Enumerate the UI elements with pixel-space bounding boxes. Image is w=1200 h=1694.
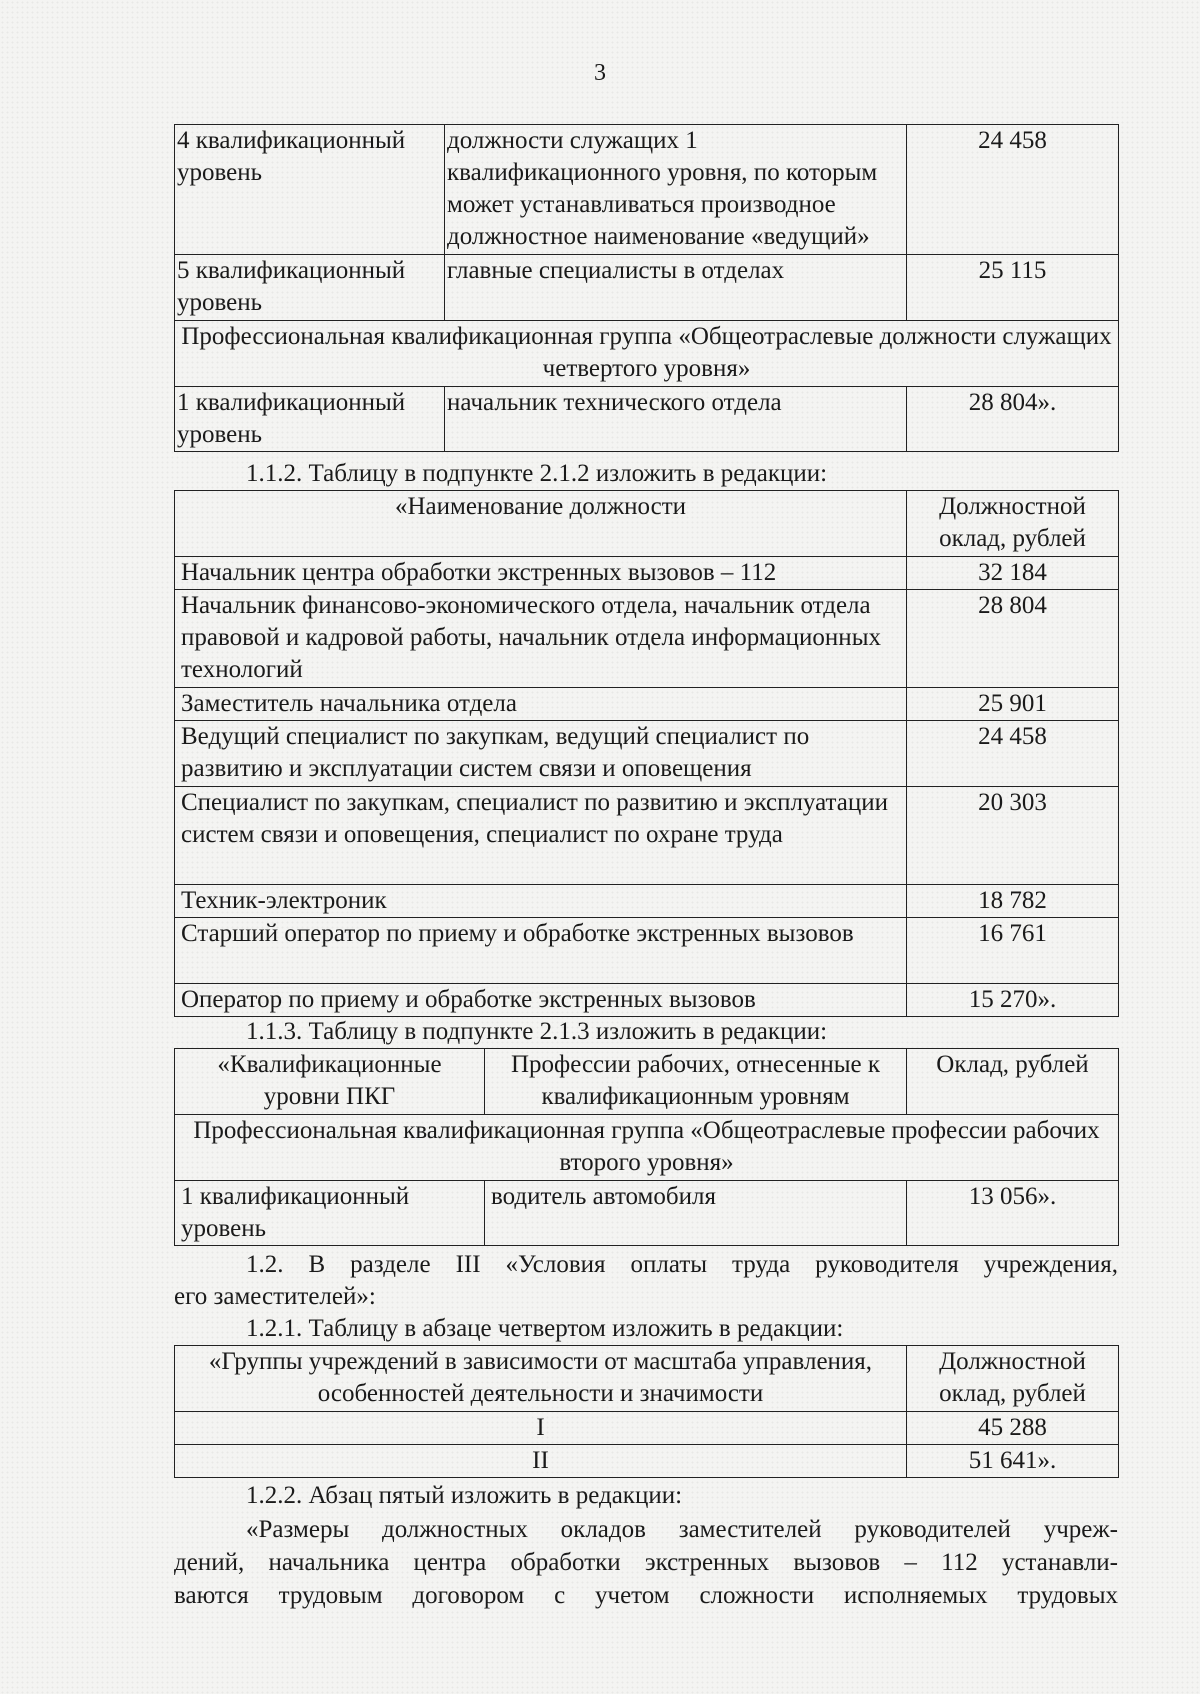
position-cell: Старший оператор по приему и обработке экстренных вызовов: [175, 918, 907, 984]
table-row: [175, 688, 1119, 721]
salary-cell: 24 458: [907, 721, 1119, 787]
positions-cell: главные специалисты в отделах: [445, 255, 907, 321]
positions-cell: начальник технического отдела: [445, 387, 907, 452]
group-cell: I: [175, 1412, 907, 1445]
salary-cell: 28 804: [907, 590, 1119, 688]
table-row: [175, 255, 1119, 321]
final-paragraph-line2: дений, начальника центра обработки экстренных вызовов – 112 устанавли-: [174, 1549, 1118, 1576]
salary-cell: 25 901: [907, 688, 1119, 721]
table-row: [175, 984, 1119, 1017]
salary-cell: 25 115: [907, 255, 1119, 321]
salary-cell: 20 303: [907, 787, 1119, 885]
table-row: [175, 387, 1119, 452]
table-header-row: [175, 1049, 1119, 1115]
positions-cell: должности служащих 1 квалификационного уровня, по которым может устанавливаться производное должностное наименование «ведущий»: [445, 125, 907, 255]
salary-cell: 28 804».: [907, 387, 1119, 452]
position-cell: Оператор по приему и обработке экстренных вызовов: [175, 984, 907, 1017]
table-row: [175, 557, 1119, 590]
position-cell: Техник-электроник: [175, 885, 907, 918]
group-cell: II: [175, 1445, 907, 1478]
salary-cell: 15 270».: [907, 984, 1119, 1017]
profession-cell: водитель автомобиля: [485, 1181, 907, 1246]
table-row: [175, 1181, 1119, 1246]
table-row: [175, 590, 1119, 688]
salary-cell: 32 184: [907, 557, 1119, 590]
header-professions: Профессии рабочих, отнесенные к квалификационным уровням: [485, 1049, 907, 1115]
table-header-row: [175, 491, 1119, 557]
table-row: [175, 787, 1119, 885]
table-row: [175, 125, 1119, 255]
table-header-row: [175, 1346, 1119, 1412]
final-paragraph-line1: «Размеры должностных окладов заместителей руководителей учреж-: [246, 1516, 1118, 1543]
salary-cell: 51 641».: [907, 1445, 1119, 1478]
table-row: [175, 1412, 1119, 1445]
item-1-2-1: 1.2.1. Таблицу в абзаце четвертом изложить в редакции:: [246, 1315, 844, 1342]
header-salary: Должностной оклад, рублей: [907, 1346, 1119, 1412]
item-1-2-2: 1.2.2. Абзац пятый изложить в редакции:: [246, 1482, 683, 1509]
group-header-cell: Профессиональная квалификационная группа «Общеотраслевые профессии рабочих второго уровня»: [175, 1115, 1119, 1181]
group-header-cell: Профессиональная квалификационная группа «Общеотраслевые должности служащих четвертого уровня»: [175, 321, 1119, 387]
header-salary: Оклад, рублей: [907, 1049, 1119, 1115]
item-1-2-line2: его заместителей»:: [174, 1283, 376, 1310]
table-positions-salaries: [174, 490, 1119, 1017]
level-cell: 4 квалификационный уровень: [175, 125, 445, 255]
table-row: [175, 918, 1119, 984]
position-cell: Начальник финансово-экономического отдела, начальник отдела правовой и кадровой работы, начальник отдела информационных технологий: [175, 590, 907, 688]
position-cell: Ведущий специалист по закупкам, ведущий специалист по развитию и эксплуатации систем связи и оповещения: [175, 721, 907, 787]
header-qualification-level: «Квалификационные уровни ПКГ: [175, 1049, 485, 1115]
salary-cell: 13 056».: [907, 1181, 1119, 1246]
table-row: [175, 885, 1119, 918]
table-row: [175, 1445, 1119, 1478]
position-cell: Начальник центра обработки экстренных вызовов – 112: [175, 557, 907, 590]
table-worker-professions: [174, 1048, 1119, 1246]
header-salary: Должностной оклад, рублей: [907, 491, 1119, 557]
level-cell: 1 квалификационный уровень: [175, 387, 445, 452]
position-cell: Заместитель начальника отдела: [175, 688, 907, 721]
item-1-2-line1: 1.2. В разделе III «Условия оплаты труда руководителя учреждения,: [246, 1251, 1118, 1278]
table-qualification-levels-continued: [174, 124, 1119, 452]
header-institution-groups: «Группы учреждений в зависимости от масштаба управления, особенностей деятельности и значимости: [175, 1346, 907, 1412]
final-paragraph-line3: ваются трудовым договором с учетом сложности исполняемых трудовых: [174, 1582, 1118, 1609]
salary-cell: 16 761: [907, 918, 1119, 984]
item-1-1-3: 1.1.3. Таблицу в подпункте 2.1.3 изложить в редакции:: [246, 1018, 828, 1045]
table-institution-groups: [174, 1345, 1119, 1478]
table-row: [175, 721, 1119, 787]
item-1-1-2: 1.1.2. Таблицу в подпункте 2.1.2 изложить в редакции:: [246, 460, 828, 487]
salary-cell: 18 782: [907, 885, 1119, 918]
salary-cell: 45 288: [907, 1412, 1119, 1445]
level-cell: 5 квалификационный уровень: [175, 255, 445, 321]
group-header-row: [175, 1115, 1119, 1181]
page-number: 3: [594, 60, 606, 86]
position-cell: Специалист по закупкам, специалист по развитию и эксплуатации систем связи и оповещения, специалист по охране труда: [175, 787, 907, 885]
salary-cell: 24 458: [907, 125, 1119, 255]
header-position-name: «Наименование должности: [175, 491, 907, 557]
group-header-row: [175, 321, 1119, 387]
level-cell: 1 квалификационный уровень: [175, 1181, 485, 1246]
